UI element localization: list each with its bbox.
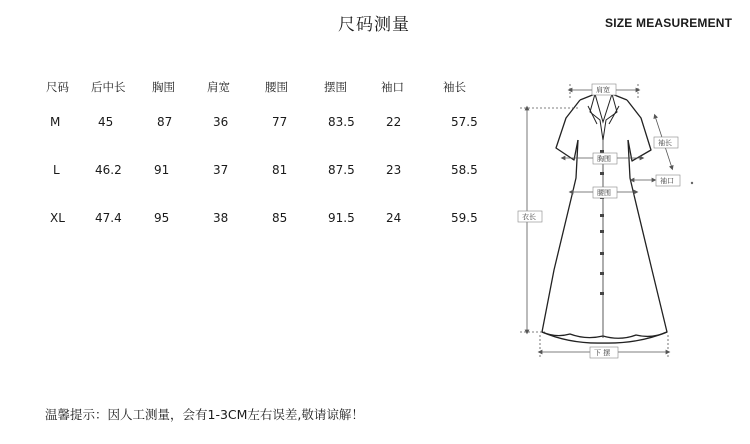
table-cell: M xyxy=(50,115,61,129)
collar-lapels xyxy=(588,94,619,140)
header-waist: 腰围 xyxy=(265,80,288,94)
header-chest: 胸围 xyxy=(152,80,175,94)
label-length: 衣长 xyxy=(522,213,536,221)
table-cell: 37 xyxy=(213,163,229,177)
table-cell: 47.4 xyxy=(95,211,122,225)
table-cell: 83.5 xyxy=(328,115,355,129)
page-title-english: SIZE MEASUREMENT xyxy=(605,16,733,30)
table-cell: XL xyxy=(50,211,65,225)
stray-dot xyxy=(691,182,693,184)
label-box-hem xyxy=(590,347,618,358)
label-box-cuff xyxy=(656,175,680,186)
table-cell: 87.5 xyxy=(328,163,355,177)
table-cell: 23 xyxy=(386,163,402,177)
header-size: 尺码 xyxy=(46,80,69,94)
label-waist: 腰围 xyxy=(597,189,611,197)
button-placket xyxy=(600,140,604,338)
table-cell: 91.5 xyxy=(328,211,355,225)
table-cell: 57.5 xyxy=(451,115,478,129)
table-cell: 58.5 xyxy=(451,163,478,177)
header-sleeve-length: 袖长 xyxy=(443,80,466,94)
table-cell: 24 xyxy=(386,211,402,225)
table-cell: 95 xyxy=(154,211,170,225)
label-cuff: 袖口 xyxy=(660,177,674,185)
table-cell: 45 xyxy=(98,115,114,129)
label-box-chest xyxy=(593,153,617,164)
measurement-note: 温馨提示：因人工测量，会有1-3CM左右误差,敬请谅解！ xyxy=(45,407,364,422)
table-cell: 81 xyxy=(272,163,288,177)
table-cell: 59.5 xyxy=(451,211,478,225)
table-cell: 36 xyxy=(213,115,229,129)
table-cell: 77 xyxy=(272,115,288,129)
table-cell: 38 xyxy=(213,211,229,225)
label-chest: 胸围 xyxy=(597,155,611,163)
header-shoulder: 肩宽 xyxy=(207,80,230,94)
table-cell: 22 xyxy=(386,115,402,129)
label-box-waist xyxy=(593,187,617,198)
label-box-shoulder xyxy=(592,84,616,95)
label-sleeve-length: 袖长 xyxy=(658,139,672,147)
label-box-length xyxy=(518,211,542,222)
label-shoulder: 肩宽 xyxy=(596,86,610,94)
table-cell: 91 xyxy=(154,163,170,177)
label-hem: 下 摆 xyxy=(594,349,611,357)
label-box-sleeve xyxy=(654,137,678,148)
table-cell: 85 xyxy=(272,211,288,225)
table-cell: 46.2 xyxy=(95,163,122,177)
table-cell: 87 xyxy=(157,115,173,129)
header-hem: 摆围 xyxy=(324,80,347,94)
table-cell: L xyxy=(53,163,60,177)
header-cuff: 袖口 xyxy=(381,80,404,94)
header-back-length: 后中长 xyxy=(91,80,126,94)
page-title: 尺码测量 xyxy=(338,15,410,35)
